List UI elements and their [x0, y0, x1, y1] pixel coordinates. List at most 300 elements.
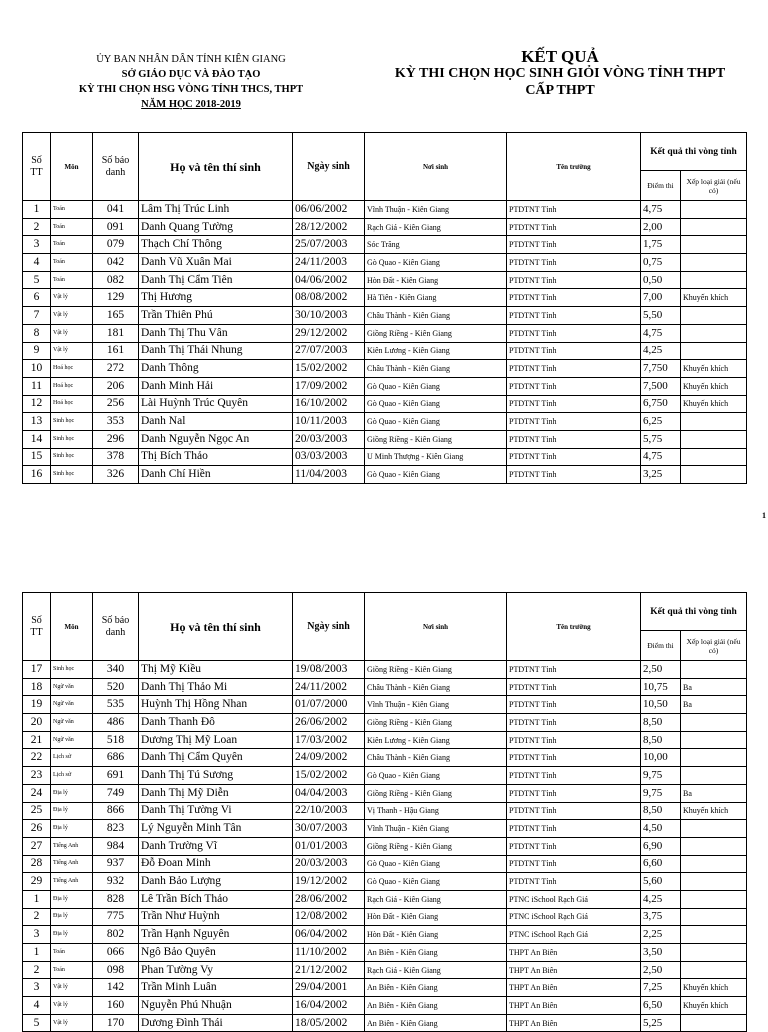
- row-sbd: 866: [93, 802, 139, 820]
- col-ket-qua: Kết quả thi vòng tỉnh: [641, 133, 747, 171]
- row-subject: Vật lý: [51, 997, 93, 1015]
- row-sbd: 326: [93, 466, 139, 484]
- row-award: [681, 837, 747, 855]
- row-birthplace: Rạch Giá - Kiên Giang: [365, 961, 507, 979]
- row-dob: 30/07/2003: [293, 820, 365, 838]
- row-stt: 10: [23, 360, 51, 378]
- row-name: Dương Đình Thái: [139, 1014, 293, 1032]
- row-award: [681, 324, 747, 342]
- committee-name: ỦY BAN NHÂN DÂN TỈNH KIÊN GIANG: [96, 54, 286, 65]
- row-stt: 24: [23, 784, 51, 802]
- col-noi-sinh: Nơi sinh: [365, 593, 507, 661]
- row-stt: 13: [23, 413, 51, 431]
- row-score: 1,75: [641, 236, 681, 254]
- row-stt: 21: [23, 731, 51, 749]
- row-stt: 5: [23, 271, 51, 289]
- row-award: [681, 271, 747, 289]
- row-sbd: 828: [93, 890, 139, 908]
- table-row: [23, 289, 747, 307]
- row-birthplace: Giồng Riềng - Kiên Giang: [365, 661, 507, 679]
- table-row: [23, 767, 747, 785]
- row-subject: Ngữ văn: [51, 714, 93, 732]
- row-subject: Ngữ văn: [51, 696, 93, 714]
- col-xep-loai: Xếp loại giải (nếu có): [681, 171, 747, 201]
- row-sbd: 535: [93, 696, 139, 714]
- row-birthplace: An Biên - Kiên Giang: [365, 997, 507, 1015]
- page-number: 1: [762, 511, 766, 520]
- row-stt: 16: [23, 466, 51, 484]
- row-stt: 14: [23, 430, 51, 448]
- row-sbd: 098: [93, 961, 139, 979]
- row-name: Danh Quang Tường: [139, 218, 293, 236]
- col-stt: Số TT: [23, 593, 51, 661]
- row-stt: 29: [23, 873, 51, 891]
- row-birthplace: Rạch Giá - Kiên Giang: [365, 218, 507, 236]
- row-name: Dương Thị Mỹ Loan: [139, 731, 293, 749]
- row-dob: 24/11/2003: [293, 254, 365, 272]
- row-school: PTDTNT Tỉnh: [507, 448, 641, 466]
- row-sbd: 272: [93, 360, 139, 378]
- col-stt: Số TT: [23, 133, 51, 201]
- col-diem: Điểm thi: [641, 171, 681, 201]
- row-school: PTDTNT Tỉnh: [507, 324, 641, 342]
- row-subject: Tiếng Anh: [51, 855, 93, 873]
- col-xep-loai: Xếp loại giải (nếu có): [681, 631, 747, 661]
- row-name: Trần Hạnh Nguyên: [139, 926, 293, 944]
- table-row: [23, 254, 747, 272]
- row-school: PTDTNT Tỉnh: [507, 784, 641, 802]
- row-score: 6,25: [641, 413, 681, 431]
- row-score: 6,750: [641, 395, 681, 413]
- row-dob: 01/01/2003: [293, 837, 365, 855]
- row-name: Danh Chí Hiền: [139, 466, 293, 484]
- row-score: 6,90: [641, 837, 681, 855]
- row-score: 2,50: [641, 661, 681, 679]
- row-name: Danh Thị Tú Sương: [139, 767, 293, 785]
- row-school: THPT An Biên: [507, 997, 641, 1015]
- table-row: [23, 377, 747, 395]
- row-birthplace: Gò Quao - Kiên Giang: [365, 466, 507, 484]
- row-school: PTDTNT Tỉnh: [507, 360, 641, 378]
- table-row: [23, 784, 747, 802]
- row-dob: 18/05/2002: [293, 1014, 365, 1032]
- row-sbd: 170: [93, 1014, 139, 1032]
- row-score: 9,75: [641, 767, 681, 785]
- row-dob: 03/03/2003: [293, 448, 365, 466]
- col-sbd: Số báo danh: [93, 593, 139, 661]
- table-row: [23, 714, 747, 732]
- row-birthplace: An Biên - Kiên Giang: [365, 944, 507, 962]
- table-row: [23, 820, 747, 838]
- row-sbd: 823: [93, 820, 139, 838]
- school-year: NĂM HỌC 2018-2019: [141, 99, 241, 110]
- row-stt: 1: [23, 201, 51, 219]
- row-school: PTDTNT Tỉnh: [507, 307, 641, 325]
- row-score: 4,75: [641, 201, 681, 219]
- row-stt: 4: [23, 997, 51, 1015]
- row-subject: Toán: [51, 961, 93, 979]
- row-name: Danh Thị Tường Vi: [139, 802, 293, 820]
- row-school: PTDTNT Tỉnh: [507, 201, 641, 219]
- row-score: 7,00: [641, 289, 681, 307]
- row-dob: 04/04/2003: [293, 784, 365, 802]
- col-noi-sinh: Nơi sinh: [365, 133, 507, 201]
- row-name: Danh Trường Vĩ: [139, 837, 293, 855]
- table-row: [23, 855, 747, 873]
- row-stt: 2: [23, 908, 51, 926]
- row-school: PTDTNT Tỉnh: [507, 289, 641, 307]
- row-score: 8,50: [641, 714, 681, 732]
- col-name: Họ và tên thí sinh: [139, 593, 293, 661]
- row-birthplace: Châu Thành - Kiên Giang: [365, 360, 507, 378]
- row-subject: Sinh học: [51, 448, 93, 466]
- row-score: 9,75: [641, 784, 681, 802]
- col-ket-qua: Kết quả thi vòng tỉnh: [641, 593, 747, 631]
- row-award: [681, 466, 747, 484]
- row-stt: 2: [23, 218, 51, 236]
- row-birthplace: Giồng Riềng - Kiên Giang: [365, 784, 507, 802]
- row-subject: Sinh học: [51, 466, 93, 484]
- row-stt: 26: [23, 820, 51, 838]
- row-name: Thạch Chí Thông: [139, 236, 293, 254]
- table-row: [23, 218, 747, 236]
- row-score: 4,25: [641, 890, 681, 908]
- results-table-1: [22, 132, 747, 484]
- row-sbd: 378: [93, 448, 139, 466]
- table-row: [23, 271, 747, 289]
- row-stt: 25: [23, 802, 51, 820]
- table-row: [23, 908, 747, 926]
- row-award: Ba: [681, 696, 747, 714]
- row-award: Khuyến khích: [681, 997, 747, 1015]
- row-stt: 9: [23, 342, 51, 360]
- exam-name: KỲ THI CHỌN HSG VÒNG TỈNH THCS, THPT: [78, 84, 304, 95]
- row-school: PTDTNT Tỉnh: [507, 820, 641, 838]
- row-score: 2,25: [641, 926, 681, 944]
- table-row: [23, 236, 747, 254]
- row-sbd: 256: [93, 395, 139, 413]
- row-stt: 1: [23, 944, 51, 962]
- row-name: Lê Trần Bích Thảo: [139, 890, 293, 908]
- row-name: Danh Thị Cẩm Quyên: [139, 749, 293, 767]
- row-award: [681, 855, 747, 873]
- row-subject: Hoá học: [51, 377, 93, 395]
- table-row: [23, 979, 747, 997]
- row-subject: Toán: [51, 254, 93, 272]
- table-row: [23, 430, 747, 448]
- row-subject: Toán: [51, 218, 93, 236]
- row-subject: Vật lý: [51, 324, 93, 342]
- row-subject: Toán: [51, 236, 93, 254]
- row-sbd: 984: [93, 837, 139, 855]
- row-sbd: 142: [93, 979, 139, 997]
- row-birthplace: Vĩnh Thuận - Kiên Giang: [365, 820, 507, 838]
- row-birthplace: Hòn Đất - Kiên Giang: [365, 271, 507, 289]
- row-birthplace: An Biên - Kiên Giang: [365, 1014, 507, 1032]
- row-stt: 5: [23, 1014, 51, 1032]
- row-school: THPT An Biên: [507, 979, 641, 997]
- row-dob: 26/06/2002: [293, 714, 365, 732]
- table-row: [23, 696, 747, 714]
- header-left: [55, 52, 327, 112]
- row-school: PTDTNT Tỉnh: [507, 271, 641, 289]
- row-school: PTDTNT Tỉnh: [507, 466, 641, 484]
- row-score: 6,50: [641, 997, 681, 1015]
- row-dob: 16/04/2002: [293, 997, 365, 1015]
- row-stt: 18: [23, 678, 51, 696]
- row-award: Ba: [681, 678, 747, 696]
- row-name: Trần Thiên Phú: [139, 307, 293, 325]
- row-birthplace: Châu Thành - Kiên Giang: [365, 749, 507, 767]
- table-row: [23, 661, 747, 679]
- row-stt: 3: [23, 979, 51, 997]
- row-name: Trần Như Huỳnh: [139, 908, 293, 926]
- table-row: [23, 1014, 747, 1032]
- row-birthplace: Giồng Riềng - Kiên Giang: [365, 837, 507, 855]
- row-name: Danh Thị Mỹ Diễn: [139, 784, 293, 802]
- row-award: [681, 767, 747, 785]
- col-mon: Môn: [51, 593, 93, 661]
- col-sbd: Số báo danh: [93, 133, 139, 201]
- row-subject: Lịch sử: [51, 767, 93, 785]
- row-dob: 19/08/2003: [293, 661, 365, 679]
- col-truong: Tên trường: [507, 133, 641, 201]
- department-name: SỞ GIÁO DỤC VÀ ĐÀO TẠO: [121, 69, 261, 80]
- header-right: [350, 48, 768, 99]
- row-dob: 01/07/2000: [293, 696, 365, 714]
- row-birthplace: Giồng Riềng - Kiên Giang: [365, 324, 507, 342]
- row-subject: Địa lý: [51, 890, 93, 908]
- row-dob: 22/10/2003: [293, 802, 365, 820]
- row-award: [681, 413, 747, 431]
- row-subject: Toán: [51, 201, 93, 219]
- row-name: Đỗ Đoan Minh: [139, 855, 293, 873]
- row-score: 3,50: [641, 944, 681, 962]
- table-row: [23, 873, 747, 891]
- table-row: [23, 731, 747, 749]
- row-subject: Địa lý: [51, 802, 93, 820]
- row-birthplace: Gò Quao - Kiên Giang: [365, 377, 507, 395]
- row-award: [681, 236, 747, 254]
- row-award: Khuyến khích: [681, 802, 747, 820]
- row-score: 8,50: [641, 802, 681, 820]
- row-birthplace: Sóc Trăng: [365, 236, 507, 254]
- table-row: [23, 448, 747, 466]
- row-dob: 15/02/2002: [293, 767, 365, 785]
- row-award: Khuyến khích: [681, 289, 747, 307]
- row-award: [681, 218, 747, 236]
- row-sbd: 161: [93, 342, 139, 360]
- row-name: Danh Thị Thái Nhung: [139, 342, 293, 360]
- row-award: Khuyến khích: [681, 377, 747, 395]
- row-award: [681, 890, 747, 908]
- row-dob: 06/04/2002: [293, 926, 365, 944]
- row-birthplace: An Biên - Kiên Giang: [365, 979, 507, 997]
- row-name: Trần Minh Luân: [139, 979, 293, 997]
- row-stt: 15: [23, 448, 51, 466]
- row-subject: Địa lý: [51, 820, 93, 838]
- row-dob: 28/06/2002: [293, 890, 365, 908]
- row-birthplace: Giồng Riềng - Kiên Giang: [365, 714, 507, 732]
- row-stt: 22: [23, 749, 51, 767]
- row-dob: 24/11/2002: [293, 678, 365, 696]
- row-dob: 29/04/2001: [293, 979, 365, 997]
- row-stt: 19: [23, 696, 51, 714]
- row-score: 10,75: [641, 678, 681, 696]
- row-score: 7,750: [641, 360, 681, 378]
- row-sbd: 340: [93, 661, 139, 679]
- row-stt: 11: [23, 377, 51, 395]
- row-school: PTNC iSchool Rạch Giá: [507, 926, 641, 944]
- row-score: 10,50: [641, 696, 681, 714]
- row-score: 8,50: [641, 731, 681, 749]
- row-stt: 23: [23, 767, 51, 785]
- row-name: Lài Huỳnh Trúc Quyên: [139, 395, 293, 413]
- row-sbd: 775: [93, 908, 139, 926]
- row-score: 5,60: [641, 873, 681, 891]
- row-school: PTNC iSchool Rạch Giá: [507, 908, 641, 926]
- row-award: Khuyến khích: [681, 395, 747, 413]
- row-school: PTDTNT Tỉnh: [507, 218, 641, 236]
- row-sbd: 129: [93, 289, 139, 307]
- row-dob: 10/11/2003: [293, 413, 365, 431]
- row-school: PTDTNT Tỉnh: [507, 236, 641, 254]
- row-sbd: 296: [93, 430, 139, 448]
- row-dob: 19/12/2002: [293, 873, 365, 891]
- row-dob: 17/09/2002: [293, 377, 365, 395]
- row-dob: 04/06/2002: [293, 271, 365, 289]
- row-school: THPT An Biên: [507, 944, 641, 962]
- row-subject: Toán: [51, 271, 93, 289]
- row-score: 4,25: [641, 342, 681, 360]
- row-dob: 08/08/2002: [293, 289, 365, 307]
- row-birthplace: U Minh Thượng - Kiên Giang: [365, 448, 507, 466]
- row-dob: 29/12/2002: [293, 324, 365, 342]
- table-row: [23, 837, 747, 855]
- row-subject: Vật lý: [51, 1014, 93, 1032]
- row-subject: Vật lý: [51, 307, 93, 325]
- row-name: Lâm Thị Trúc Linh: [139, 201, 293, 219]
- row-award: [681, 342, 747, 360]
- results-body-2: [23, 661, 747, 1032]
- row-score: 2,50: [641, 961, 681, 979]
- row-dob: 12/08/2002: [293, 908, 365, 926]
- row-award: [681, 820, 747, 838]
- row-birthplace: Gò Quao - Kiên Giang: [365, 873, 507, 891]
- row-birthplace: Kiên Lương - Kiên Giang: [365, 731, 507, 749]
- doc-title: KẾT QUẢ: [521, 47, 599, 66]
- row-subject: Toán: [51, 944, 93, 962]
- row-sbd: 091: [93, 218, 139, 236]
- row-sbd: 079: [93, 236, 139, 254]
- row-school: PTDTNT Tỉnh: [507, 731, 641, 749]
- table-row: [23, 324, 747, 342]
- col-dob: Ngày sinh: [293, 133, 365, 201]
- row-school: PTDTNT Tỉnh: [507, 767, 641, 785]
- row-subject: Tiếng Anh: [51, 873, 93, 891]
- row-score: 0,75: [641, 254, 681, 272]
- row-school: PTDTNT Tỉnh: [507, 342, 641, 360]
- row-sbd: 932: [93, 873, 139, 891]
- row-birthplace: Vị Thanh - Hậu Giang: [365, 802, 507, 820]
- row-award: [681, 731, 747, 749]
- row-award: [681, 307, 747, 325]
- row-name: Danh Nal: [139, 413, 293, 431]
- row-name: Phan Tường Vy: [139, 961, 293, 979]
- row-score: 5,75: [641, 430, 681, 448]
- row-sbd: 691: [93, 767, 139, 785]
- row-name: Ngô Bảo Quyên: [139, 944, 293, 962]
- row-score: 7,25: [641, 979, 681, 997]
- row-sbd: 042: [93, 254, 139, 272]
- row-school: PTDTNT Tỉnh: [507, 661, 641, 679]
- doc-subtitle: KỲ THI CHỌN HỌC SINH GIỎI VÒNG TỈNH THPT: [394, 66, 726, 81]
- row-birthplace: Hòn Đất - Kiên Giang: [365, 926, 507, 944]
- row-school: PTDTNT Tỉnh: [507, 714, 641, 732]
- row-stt: 20: [23, 714, 51, 732]
- row-name: Danh Bảo Lượng: [139, 873, 293, 891]
- row-sbd: 160: [93, 997, 139, 1015]
- table-row: [23, 342, 747, 360]
- row-school: PTDTNT Tỉnh: [507, 395, 641, 413]
- table-row: [23, 890, 747, 908]
- row-award: Ba: [681, 784, 747, 802]
- row-score: 3,25: [641, 466, 681, 484]
- table-row: [23, 201, 747, 219]
- row-sbd: 041: [93, 201, 139, 219]
- row-sbd: 749: [93, 784, 139, 802]
- row-award: [681, 254, 747, 272]
- row-subject: Vật lý: [51, 342, 93, 360]
- row-dob: 15/02/2002: [293, 360, 365, 378]
- row-dob: 11/10/2002: [293, 944, 365, 962]
- row-score: 10,00: [641, 749, 681, 767]
- row-stt: 12: [23, 395, 51, 413]
- row-subject: Hoá học: [51, 395, 93, 413]
- row-birthplace: Gò Quao - Kiên Giang: [365, 855, 507, 873]
- row-name: Nguyễn Phú Nhuận: [139, 997, 293, 1015]
- row-award: [681, 908, 747, 926]
- row-school: THPT An Biên: [507, 961, 641, 979]
- row-subject: Vật lý: [51, 979, 93, 997]
- row-score: 4,75: [641, 448, 681, 466]
- row-dob: 25/07/2003: [293, 236, 365, 254]
- table-row: [23, 961, 747, 979]
- row-sbd: 937: [93, 855, 139, 873]
- row-school: PTDTNT Tỉnh: [507, 802, 641, 820]
- row-school: PTDTNT Tỉnh: [507, 413, 641, 431]
- row-sbd: 486: [93, 714, 139, 732]
- row-birthplace: Châu Thành - Kiên Giang: [365, 307, 507, 325]
- row-award: [681, 926, 747, 944]
- row-award: [681, 661, 747, 679]
- row-dob: 28/12/2002: [293, 218, 365, 236]
- row-school: PTDTNT Tỉnh: [507, 678, 641, 696]
- row-name: Danh Thông: [139, 360, 293, 378]
- row-dob: 17/03/2002: [293, 731, 365, 749]
- row-dob: 16/10/2002: [293, 395, 365, 413]
- row-name: Thị Bích Thảo: [139, 448, 293, 466]
- row-birthplace: Kiên Lương - Kiên Giang: [365, 342, 507, 360]
- row-sbd: 802: [93, 926, 139, 944]
- table-row: [23, 926, 747, 944]
- row-dob: 27/07/2003: [293, 342, 365, 360]
- row-score: 7,500: [641, 377, 681, 395]
- row-stt: 2: [23, 961, 51, 979]
- table-row: [23, 360, 747, 378]
- row-sbd: 520: [93, 678, 139, 696]
- row-name: Danh Thị Cẩm Tiên: [139, 271, 293, 289]
